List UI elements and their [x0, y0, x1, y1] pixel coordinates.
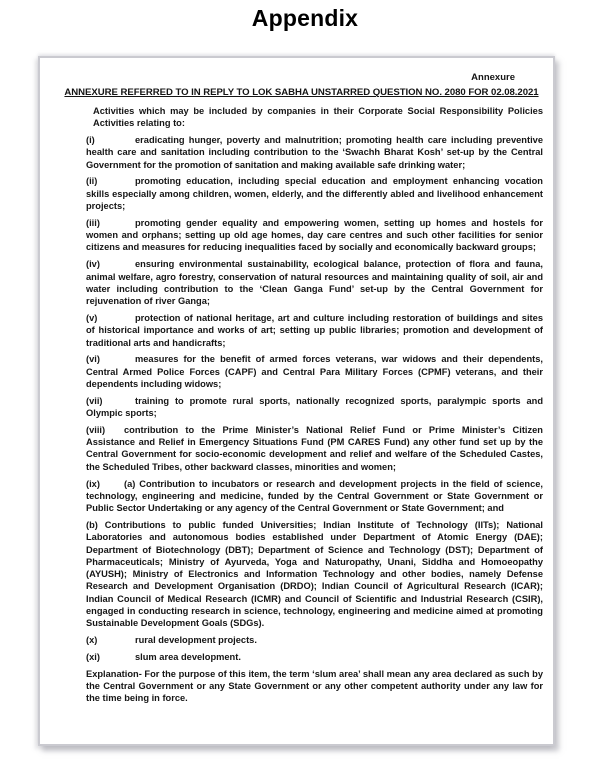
annexure-corner-label: Annexure [471, 72, 515, 83]
item-marker: (ix) [86, 478, 100, 489]
csr-item-iv [86, 258, 543, 307]
csr-item-ii [86, 175, 543, 212]
csr-item-x [86, 634, 543, 646]
item-text: ensuring environmental sustainability, ecological balance, protection of flora and fauna, animal welfare, agro forestry, conservation of natural resources and maintaining quality of soil, air and water including contribution to the ‘Clean Ganga Fund’ set-up by the Central Government for rejuvenation of river Ganga; [86, 259, 543, 307]
csr-item-vii [86, 395, 543, 420]
csr-item-xi [86, 651, 543, 663]
csr-item-iii [86, 217, 543, 254]
item-text: protection of national heritage, art and culture including restoration of buildings and sites of historical importance and works of art; setting up public libraries; promotion and development of traditional arts and handicrafts; [86, 312, 543, 348]
document-body [86, 105, 543, 705]
item-marker: (v) [86, 312, 98, 323]
explanation-paragraph [86, 668, 543, 705]
item-marker: (iii) [86, 217, 100, 228]
item-text: rural development projects. [135, 635, 257, 646]
item-text: (b) Contributions to public funded Universities; Indian Institute of Technology (IITs); National Laboratories and autonomous bodies established under Department of Atomic Energy (DAE); Department of Biotechnology (DBT); Department of Science and Technology (DST); Department of Pharmaceuticals; Ministry of Ayurveda, Yoga and Naturopathy, Unani, Siddha and Homoeopathy (AYUSH); Ministry of Electronics and Information Technology and other bodies, namely Defense Research and Development Organisation (DRDO); Indian Council of Agricultural Research (ICAR); Indian Council of Medical Research (ICMR) and Council of Scientific and Industrial Research (CSIR), engaged in conducting research in science, technology, engineering and medicine aimed at promoting Sustainable Development Goals (SDGs). [86, 519, 543, 629]
item-text: Explanation- For the purpose of this item, the term ‘slum area’ shall mean any area declared as such by the Central Government or any State Government or any other competent authority under any law for the time being in force. [86, 668, 543, 704]
item-marker: (ii) [86, 176, 98, 187]
csr-item-ix [86, 478, 543, 515]
item-marker: (vi) [86, 354, 100, 365]
csr-item-viii [86, 424, 543, 473]
item-marker: (iv) [86, 259, 100, 270]
item-text: (a) Contribution to incubators or research and development projects in the field of science, technology, engineering and medicine, funded by the Central Government or State Government or Public Sector Undertaking or any agency of the Central Government or State Government; and [86, 478, 543, 514]
item-marker: (vii) [86, 395, 103, 406]
appendix-title: Appendix [251, 5, 359, 31]
item-text: slum area development. [135, 651, 241, 662]
csr-item-vi [86, 353, 543, 390]
item-text: contribution to the Prime Minister’s National Relief Fund or Prime Minister’s Citizen Assistance and Relief in Emergency Situations Fund (PM CARES Fund) any other fund set up by the Central Government for socio-economic development and relief and welfare of the Scheduled Castes, the Scheduled Tribes, other backward classes, minorities and women; [86, 424, 543, 472]
csr-item-v [86, 312, 543, 349]
intro-paragraph: Activities which may be included by companies in their Corporate Social Responsibility Policies Activities relating to: [93, 106, 543, 129]
document-heading: ANNEXURE REFERRED TO IN REPLY TO LOK SABHA UNSTARRED QUESTION NO. 2080 FOR 02.08.2021 [64, 87, 539, 98]
csr-item-ix-b [86, 519, 543, 630]
item-marker: (x) [86, 635, 98, 646]
item-text: eradicating hunger, poverty and malnutrition; promoting health care including preventive health care and sanitation including contribution to the ‘Swachh Bharat Kosh’ set-up by the Central Government for the promotion of sanitation and making available safe drinking water; [86, 135, 543, 170]
item-text: measures for the benefit of armed forces veterans, war widows and their dependents, Central Armed Police Forces (CAPF) and Central Para Military Forces (CPMF) veterans, and their dependents including widows; [86, 354, 543, 389]
item-text: promoting education, including special education and employment enhancing vocation skills especially among children, women, elderly, and the differently abled and livelihood enhancement projects; [86, 176, 543, 212]
item-marker: (xi) [86, 651, 100, 662]
item-text: promoting gender equality and empowering women, setting up homes and hostels for women and orphans; setting up old age homes, day care centres and such other facilities for senior citizens and measures for reducing inequalities faced by socially and economically backward groups; [86, 217, 543, 253]
document-page [38, 56, 555, 746]
csr-item-i [86, 134, 543, 171]
item-marker: (viii) [86, 424, 106, 435]
item-text: training to promote rural sports, nationally recognized sports, paralympic sports and Olympic sports; [86, 395, 543, 419]
item-marker: (i) [86, 135, 95, 146]
